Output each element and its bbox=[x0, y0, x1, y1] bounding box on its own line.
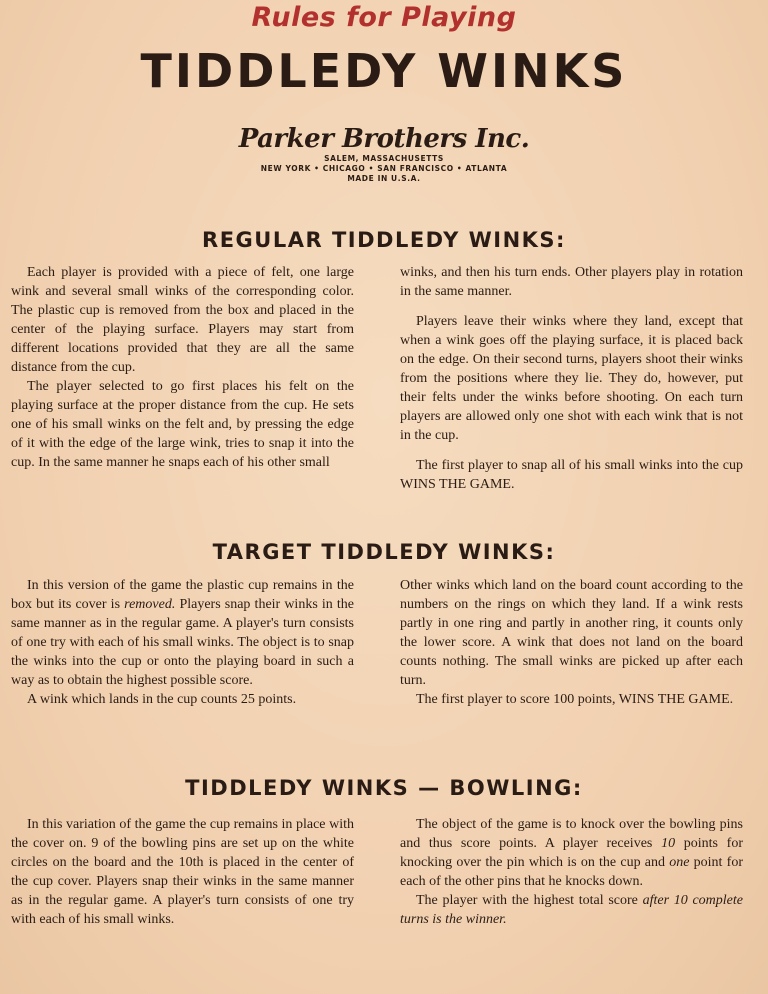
paragraph: A wink which lands in the cup counts 25 points. bbox=[27, 692, 297, 707]
section-heading-target: TARGET TIDDLEDY WINKS: bbox=[212, 540, 556, 564]
publisher-cities: NEW YORK • CHICAGO • SAN FRANCISCO • ATLANTA bbox=[260, 164, 508, 173]
bowling-left-column bbox=[11, 815, 354, 929]
target-right-column bbox=[400, 576, 743, 709]
section-heading-bowling: TIDDLEDY WINKS — BOWLING: bbox=[185, 776, 583, 800]
game-title: TIDDLEDY WINKS bbox=[140, 44, 628, 98]
paragraph: The first player to score 100 points, WINS THE GAME. bbox=[416, 692, 734, 707]
publisher-block bbox=[0, 124, 768, 184]
paragraph: Players leave their winks where they land, except that when a wink goes off the playing surface, it is placed back on the edge. On their second turns, players shoot their winks from the positions where they lie. They do, however, put their felts under the winks before shooting. On each turn players are allowed only one shot with each wink that is not in the cup. bbox=[400, 314, 743, 443]
section-heading-regular: REGULAR TIDDLEDY WINKS: bbox=[202, 228, 566, 252]
regular-left-column bbox=[11, 263, 354, 472]
publisher-location: SALEM, MASSACHUSETTS bbox=[324, 154, 444, 163]
paragraph: The object of the game is to knock over the bowling pins and thus score points. A player receives 10 points for knocking over the pin which is on the cup and one point for each of the other pins that he knocks down. bbox=[400, 817, 743, 889]
bowling-right-column bbox=[400, 815, 743, 929]
publisher-logo: Parker Brothers Inc. bbox=[238, 124, 530, 154]
target-left-column bbox=[11, 576, 354, 709]
paragraph: winks, and then his turn ends. Other players play in rotation in the same manner. bbox=[400, 265, 743, 299]
paragraph: The player selected to go first places his felt on the playing surface at the proper distance from the cup. He sets one of his small winks on the felt and, by pressing the edge of it with the edge of the large wink, tries to snap it into the cup. In the same manner he snaps each of his other small bbox=[11, 379, 354, 470]
paragraph: The player with the highest total score after 10 complete turns is the winner. bbox=[400, 893, 743, 927]
paragraph: In this variation of the game the cup remains in place with the cover on. 9 of the bowling pins are set up on the white circles on the board and the 10th is placed in the center of the cup cover. Players snap their winks in the same manner as in the regular game. A player's turn consists of one try with each of his small winks. bbox=[11, 817, 354, 927]
paragraph: The first player to snap all of his small winks into the cup WINS THE GAME. bbox=[400, 458, 743, 492]
made-in-label: MADE IN U.S.A. bbox=[347, 174, 421, 183]
regular-right-column bbox=[400, 263, 743, 494]
paragraph: Other winks which land on the board count according to the numbers on the rings on which they land. If a wink rests partly in one ring and partly in another ring, it counts only the lower score. A wink that does not land on the board counts nothing. The small winks are picked up after each turn. bbox=[400, 578, 743, 688]
rules-subtitle: Rules for Playing bbox=[251, 2, 517, 33]
paragraph: In this version of the game the plastic cup remains in the box but its cover is removed. Players snap their winks in the same manner as in the regular game. A player's turn consists of one try with each of his small winks. The object is to snap the winks into the cup or onto the playing board in such a way as to obtain the highest possible score. bbox=[11, 578, 354, 688]
paragraph: Each player is provided with a piece of felt, one large wink and several small winks of the corresponding color. The plastic cup is removed from the box and placed in the center of the playing surface. Players may start from different locations provided that they are all the same distance from the cup. bbox=[11, 265, 354, 375]
